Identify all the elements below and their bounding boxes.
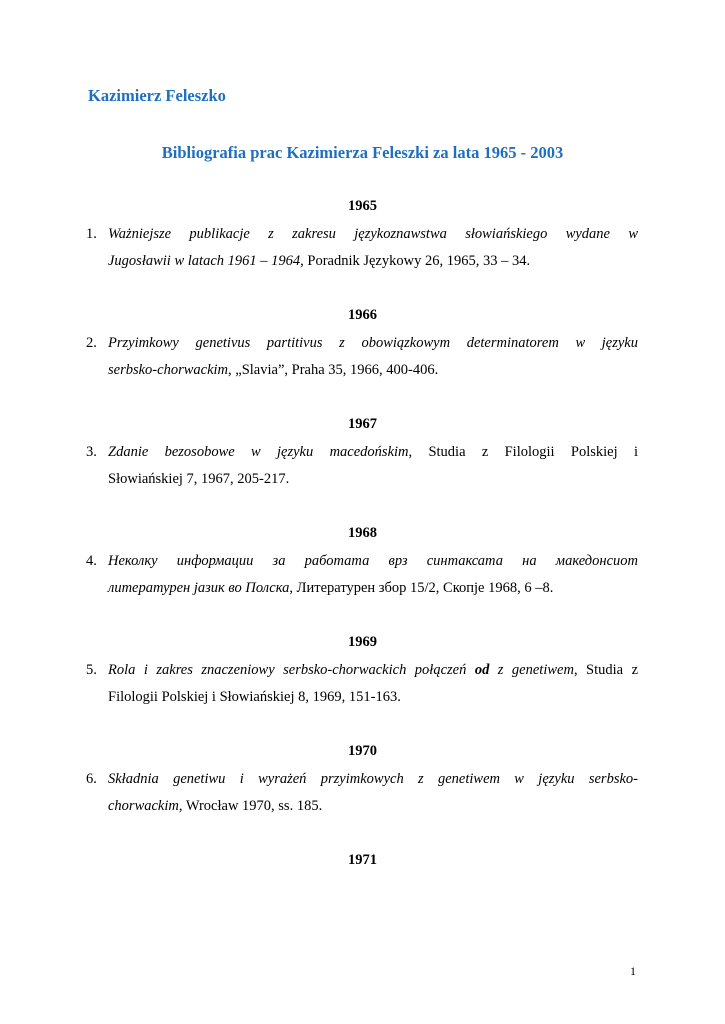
entry-number: 4. <box>86 553 97 569</box>
author-name: Kazimierz Feleszko <box>88 86 226 105</box>
bibliography-entry-5 <box>86 657 638 711</box>
entry-title-part: serbsko-chorwackim <box>108 362 229 378</box>
year-heading-1971: 1971 <box>348 852 377 868</box>
entry-title-part: Rola i zakres znaczeniowy serbsko-chorwackich połączeń <box>108 662 475 678</box>
year-heading-1966: 1966 <box>348 307 377 323</box>
entry-title-emphasis: od <box>474 662 490 678</box>
document-title: Bibliografia prac Kazimierza Feleszki za lata 1965 - 2003 <box>161 143 564 162</box>
entry-title-part: z genetiwem <box>489 662 574 678</box>
entry-title-part: литературен јазик во Полска <box>108 580 290 596</box>
entry-number: 2. <box>86 335 97 351</box>
bibliography-entry-3 <box>86 439 638 493</box>
entry-number: 5. <box>86 662 97 678</box>
bibliography-entry-2 <box>86 330 638 384</box>
entry-title-part: Przyimkowy genetivus partitivus z obowiązkowym determinatorem w języku <box>108 335 638 351</box>
year-heading-1965: 1965 <box>348 198 377 214</box>
year-heading-1967: 1967 <box>348 416 377 432</box>
entry-citation: , Studia z <box>573 662 639 678</box>
entry-citation: , Wrocław 1970, ss. 185. <box>178 798 323 814</box>
entry-title-part: Składnia genetiwu i wyrażeń przyimkowych z genetiwem w języku serbsko- <box>108 771 638 787</box>
entry-title-part: Jugosławii w latach 1961 – 1964 <box>108 253 301 269</box>
entry-title-part: chorwackim <box>108 798 179 814</box>
entry-title-part: Неколку информации за работата врз синтаксата на македонсиот <box>108 553 638 569</box>
year-heading-1970: 1970 <box>348 743 377 759</box>
entry-number: 6. <box>86 771 97 787</box>
page-number: 1 <box>630 964 636 978</box>
entry-title-part: Zdanie bezosobowe w języku macedońskim <box>108 444 409 460</box>
entry-citation: , Poradnik Językowy 26, 1965, 33 – 34. <box>300 253 531 269</box>
entry-citation: , „Slavia”, Praha 35, 1966, 400-406. <box>228 362 439 378</box>
entry-citation: , Studia z Filologii Polskiej i <box>408 444 638 460</box>
bibliography-entry-6 <box>86 766 638 820</box>
year-heading-1969: 1969 <box>348 634 377 650</box>
entry-number: 1. <box>86 226 97 242</box>
entry-number: 3. <box>86 444 97 460</box>
entry-citation: Słowiańskiej 7, 1967, 205-217. <box>108 471 290 487</box>
bibliography-entry-1 <box>86 221 638 275</box>
year-heading-1968: 1968 <box>348 525 377 541</box>
entry-title-part: Ważniejsze publikacje z zakresu językoznawstwa słowiańskiego wydane w <box>108 226 638 242</box>
bibliography-entry-4 <box>86 548 638 602</box>
entry-citation: Filologii Polskiej i Słowiańskiej 8, 1969, 151-163. <box>108 689 401 705</box>
entry-citation: , Литературен збор 15/2, Скопје 1968, 6 –8. <box>289 580 554 596</box>
